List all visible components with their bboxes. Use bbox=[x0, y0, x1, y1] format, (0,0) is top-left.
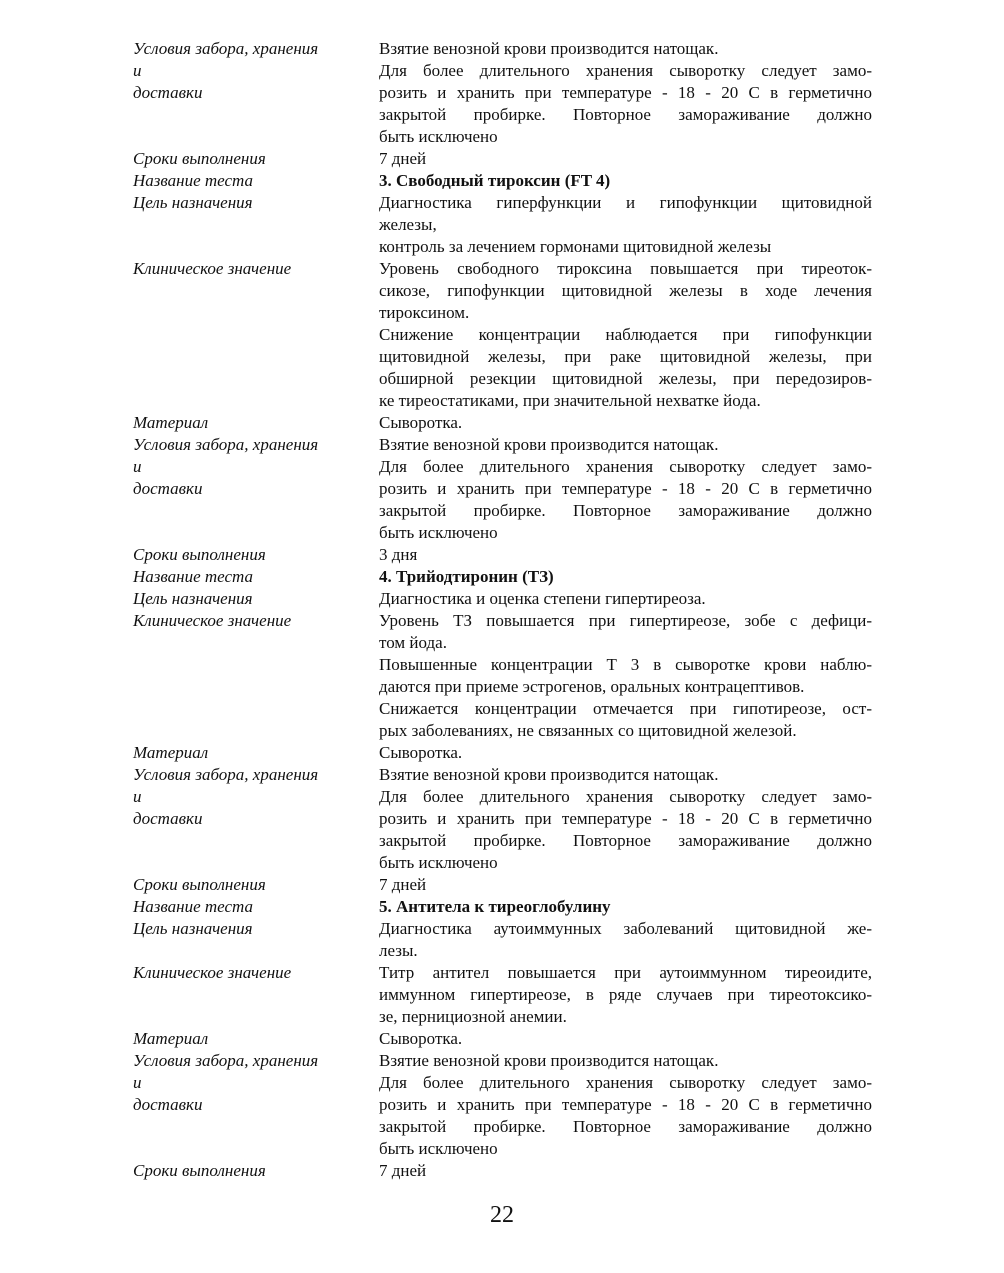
document-line bbox=[0, 1006, 1004, 1028]
field-value: Диагностика и оценка степени гипертиреоза. bbox=[379, 589, 706, 608]
field-value: Диагностика гиперфункции и гипофункции щитовидной bbox=[379, 193, 872, 212]
document-line bbox=[0, 962, 1004, 984]
field-label: доставки bbox=[133, 809, 203, 828]
field-value: Взятие венозной крови производится натощак. bbox=[379, 1051, 719, 1070]
field-value: 7 дней bbox=[379, 149, 427, 168]
field-value: Взятие венозной крови производится натощак. bbox=[379, 765, 719, 784]
field-label: Цель назначения bbox=[133, 919, 253, 938]
field-value: быть исключено bbox=[379, 127, 498, 146]
field-value: зе, пернициозной анемии. bbox=[379, 1007, 567, 1026]
field-label: Цель назначения bbox=[133, 193, 253, 212]
field-label: доставки bbox=[133, 479, 203, 498]
page-number: 22 bbox=[490, 1202, 514, 1228]
field-label: и bbox=[133, 61, 142, 80]
document-line bbox=[0, 82, 1004, 104]
document-line bbox=[0, 544, 1004, 566]
document-line bbox=[0, 192, 1004, 214]
document-line bbox=[0, 632, 1004, 654]
document-line bbox=[0, 984, 1004, 1006]
field-value: Снижение концентрации наблюдается при гипофункции bbox=[379, 325, 872, 344]
document-line bbox=[0, 764, 1004, 786]
field-value: даются при приеме эстрогенов, оральных контрацептивов. bbox=[379, 677, 805, 696]
document-line bbox=[0, 896, 1004, 918]
field-value: обширной резекции щитовидной железы, при передозиров- bbox=[379, 369, 872, 388]
field-label: Клиническое значение bbox=[133, 963, 292, 982]
document-line bbox=[0, 676, 1004, 698]
field-value: Сыворотка. bbox=[379, 413, 463, 432]
field-label: доставки bbox=[133, 83, 203, 102]
field-value: быть исключено bbox=[379, 853, 498, 872]
field-label: и bbox=[133, 1073, 142, 1092]
field-label: Материал bbox=[133, 1029, 209, 1048]
field-label: Клиническое значение bbox=[133, 259, 292, 278]
document-line bbox=[0, 1138, 1004, 1160]
field-value: щитовидной железы, при раке щитовидной железы, при bbox=[379, 347, 872, 366]
field-value: Повышенные концентрации Т 3 в сыворотке крови наблю- bbox=[379, 655, 872, 674]
field-value: розить и хранить при температуре - 18 - 20 С в герметично bbox=[379, 809, 872, 828]
field-value: закрытой пробирке. Повторное замораживание должно bbox=[379, 831, 872, 850]
field-label: Клиническое значение bbox=[133, 611, 292, 630]
field-value: 3 дня bbox=[379, 545, 418, 564]
field-label: Сроки выполнения bbox=[133, 875, 266, 894]
field-value: Уровень ТЗ повышается при гипертиреозе, зобе с дефици- bbox=[379, 611, 872, 630]
document-line bbox=[0, 258, 1004, 280]
field-value: быть исключено bbox=[379, 523, 498, 542]
document-line bbox=[0, 874, 1004, 896]
field-value: рых заболеваниях, не связанных со щитовидной железой. bbox=[379, 721, 797, 740]
field-label: доставки bbox=[133, 1095, 203, 1114]
document-line bbox=[0, 852, 1004, 874]
document-line bbox=[0, 1160, 1004, 1182]
field-value: контроль за лечением гормонами щитовидной железы bbox=[379, 237, 772, 256]
document-line bbox=[0, 390, 1004, 412]
field-label: Сроки выполнения bbox=[133, 545, 266, 564]
document-line bbox=[0, 830, 1004, 852]
field-value: закрытой пробирке. Повторное замораживание должно bbox=[379, 105, 872, 124]
document-line bbox=[0, 1094, 1004, 1116]
field-value: Сыворотка. bbox=[379, 743, 463, 762]
field-value: Сыворотка. bbox=[379, 1029, 463, 1048]
field-value: Снижается концентрации отмечается при гипотиреозе, ост- bbox=[379, 699, 872, 718]
field-value: розить и хранить при температуре - 18 - 20 С в герметично bbox=[379, 1095, 872, 1114]
field-label: Название теста bbox=[133, 567, 254, 586]
document-line bbox=[0, 236, 1004, 258]
field-value: розить и хранить при температуре - 18 - 20 С в герметично bbox=[379, 83, 872, 102]
field-label: Условия забора, хранения bbox=[133, 765, 319, 784]
field-value: железы, bbox=[379, 215, 437, 234]
document-line bbox=[0, 280, 1004, 302]
document-line bbox=[0, 346, 1004, 368]
field-value: розить и хранить при температуре - 18 - 20 С в герметично bbox=[379, 479, 872, 498]
document-line bbox=[0, 434, 1004, 456]
document-line bbox=[0, 654, 1004, 676]
document-line bbox=[0, 148, 1004, 170]
field-value: быть исключено bbox=[379, 1139, 498, 1158]
document-line bbox=[0, 500, 1004, 522]
field-value: лезы. bbox=[379, 941, 418, 960]
document-line bbox=[0, 808, 1004, 830]
test-name-heading: 5. Антитела к тиреоглобулину bbox=[379, 897, 611, 916]
field-value: Титр антител повышается при аутоиммунном тиреоидите, bbox=[379, 963, 872, 982]
document-line bbox=[0, 478, 1004, 500]
field-label: и bbox=[133, 457, 142, 476]
document-line bbox=[0, 126, 1004, 148]
field-value: том йода. bbox=[379, 633, 447, 652]
field-value: Для более длительного хранения сыворотку следует замо- bbox=[379, 61, 872, 80]
document-line bbox=[0, 588, 1004, 610]
field-label: Условия забора, хранения bbox=[133, 435, 319, 454]
document-line bbox=[0, 1050, 1004, 1072]
document-line bbox=[0, 610, 1004, 632]
document-line bbox=[0, 214, 1004, 236]
field-label: Условия забора, хранения bbox=[133, 39, 319, 58]
document-line bbox=[0, 698, 1004, 720]
field-label: Название теста bbox=[133, 897, 254, 916]
field-value: Уровень свободного тироксина повышается при тиреоток- bbox=[379, 259, 872, 278]
document-line bbox=[0, 918, 1004, 940]
document-line bbox=[0, 38, 1004, 60]
document-line bbox=[0, 302, 1004, 324]
test-name-heading: 4. Трийодтиронин (ТЗ) bbox=[379, 567, 554, 586]
document-line bbox=[0, 1116, 1004, 1138]
field-value: Диагностика аутоиммунных заболеваний щитовидной же- bbox=[379, 919, 872, 938]
document-line bbox=[0, 786, 1004, 808]
field-label: Название теста bbox=[133, 171, 254, 190]
field-label: Материал bbox=[133, 743, 209, 762]
document-line bbox=[0, 1028, 1004, 1050]
document-line bbox=[0, 522, 1004, 544]
field-label: Цель назначения bbox=[133, 589, 253, 608]
field-value: закрытой пробирке. Повторное замораживание должно bbox=[379, 501, 872, 520]
document-line bbox=[0, 368, 1004, 390]
field-value: сикозе, гипофункции щитовидной железы в ходе лечения bbox=[379, 281, 872, 300]
document-line bbox=[0, 742, 1004, 764]
field-value: Для более длительного хранения сыворотку следует замо- bbox=[379, 1073, 872, 1092]
document-line bbox=[0, 412, 1004, 434]
field-value: закрытой пробирке. Повторное замораживание должно bbox=[379, 1117, 872, 1136]
field-value: Взятие венозной крови производится натощак. bbox=[379, 435, 719, 454]
document-line bbox=[0, 940, 1004, 962]
field-value: Для более длительного хранения сыворотку следует замо- bbox=[379, 457, 872, 476]
field-label: и bbox=[133, 787, 142, 806]
field-label: Сроки выполнения bbox=[133, 1161, 266, 1180]
document-line bbox=[0, 170, 1004, 192]
field-value: ке тиреостатиками, при значительной нехватке йода. bbox=[379, 391, 761, 410]
document-line bbox=[0, 324, 1004, 346]
document-line bbox=[0, 456, 1004, 478]
document-line bbox=[0, 1072, 1004, 1094]
field-label: Условия забора, хранения bbox=[133, 1051, 319, 1070]
document-line bbox=[0, 104, 1004, 126]
field-value: тироксином. bbox=[379, 303, 470, 322]
field-label: Сроки выполнения bbox=[133, 149, 266, 168]
field-label: Материал bbox=[133, 413, 209, 432]
document-line bbox=[0, 566, 1004, 588]
document-line bbox=[0, 60, 1004, 82]
test-name-heading: 3. Свободный тироксин (FT 4) bbox=[379, 171, 611, 190]
field-value: 7 дней bbox=[379, 875, 427, 894]
field-value: 7 дней bbox=[379, 1161, 427, 1180]
field-value: Для более длительного хранения сыворотку следует замо- bbox=[379, 787, 872, 806]
field-value: иммунном гипертиреозе, в ряде случаев при тиреотоксико- bbox=[379, 985, 872, 1004]
field-value: Взятие венозной крови производится натощак. bbox=[379, 39, 719, 58]
document-line bbox=[0, 720, 1004, 742]
